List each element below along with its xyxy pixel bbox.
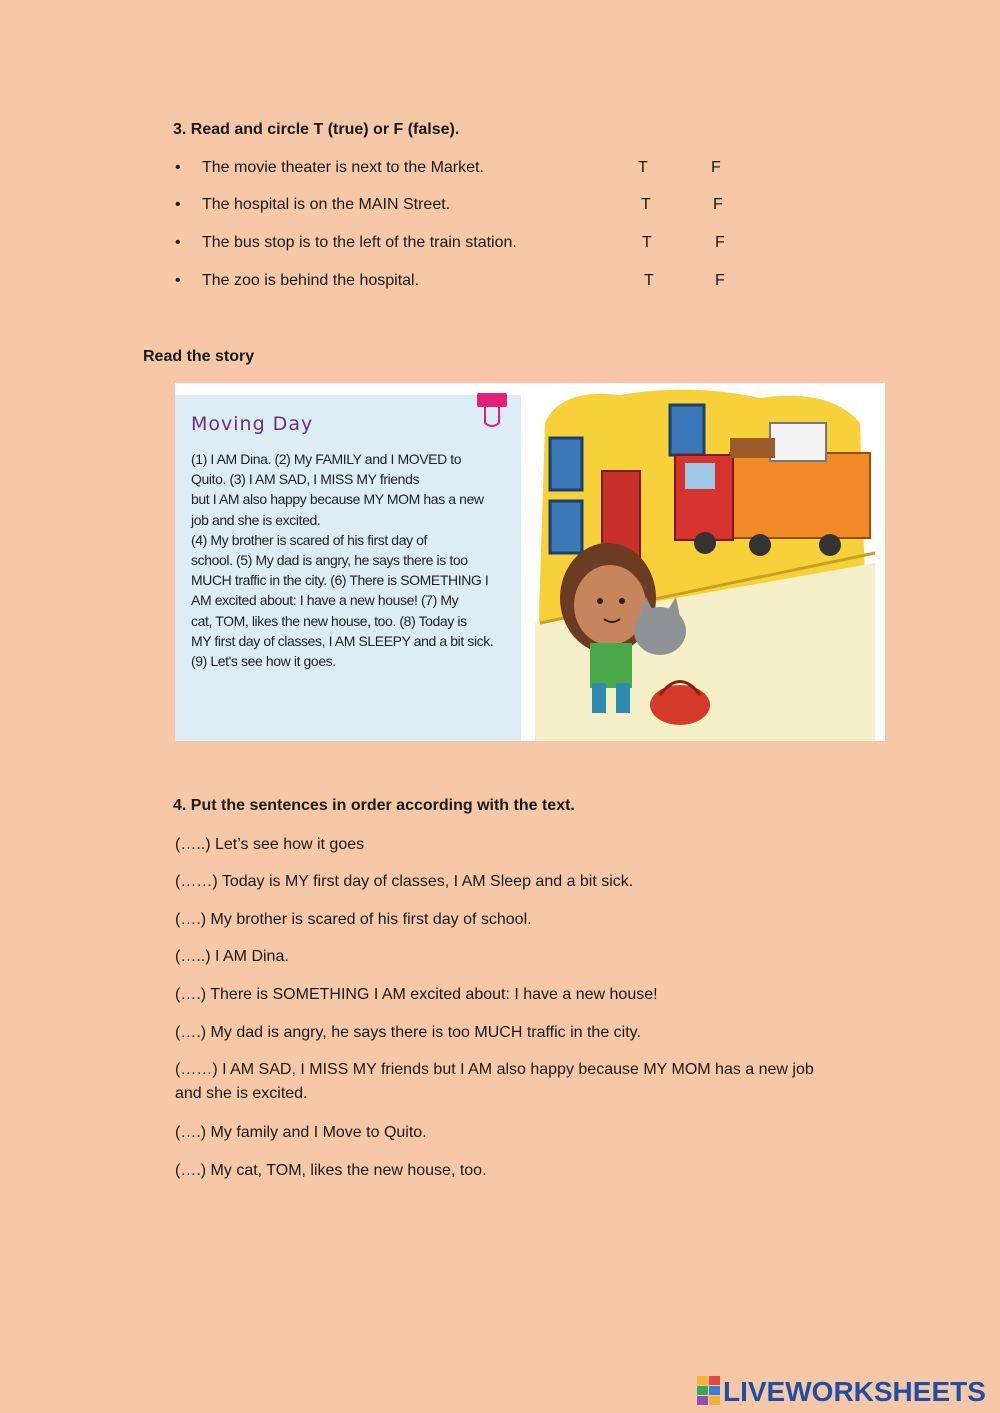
story-line: (4) My brother is scared of his first day of [191,531,428,548]
story-line: but I AM also happy because MY MOM has a new [191,491,484,508]
true-option[interactable]: T [644,272,654,289]
order-sentence[interactable]: (….) My cat, TOM, likes the new house, too. [175,1162,487,1179]
false-option[interactable]: F [715,272,725,289]
section4-heading: 4. Put the sentences in order according with the text. [173,797,575,814]
binder-clip-icon [477,393,509,434]
story-line: Quito. (3) I AM SAD, I MISS MY friends [191,471,420,488]
bullet: • [175,272,181,289]
false-option[interactable]: F [711,159,721,176]
story-line: (9) Let's see how it goes. [191,653,336,670]
section3-heading: 3. Read and circle T (true) or F (false). [173,121,460,138]
story-card [175,383,885,741]
order-sentence[interactable]: (……) Today is MY first day of classes, I AM Sleep and a bit sick. [175,873,634,890]
story-line: cat, TOM, likes the new house, too. (8) Today is [191,612,467,629]
true-option[interactable]: T [642,234,652,251]
true-option[interactable]: T [638,159,648,176]
story-body [191,449,513,671]
story-line: MY first day of classes, I AM SLEEPY and a bit sick. [191,632,494,649]
order-sentence[interactable]: (…..) Let’s see how it goes [175,836,365,853]
false-option[interactable]: F [713,196,723,213]
liveworksheets-logo-icon [697,1376,721,1411]
order-sentence[interactable]: (…..) I AM Dina. [175,948,289,965]
tf-statement: The movie theater is next to the Market. [202,159,484,176]
story-line: AM excited about: I have a new house! (7) My [191,592,459,609]
order-sentence[interactable]: (….) My dad is angry, he says there is too MUCH traffic in the city. [175,1024,641,1041]
tf-item [175,234,735,258]
tf-statement: The hospital is on the MAIN Street. [202,196,451,213]
order-sentence-continued: and she is excited. [175,1085,308,1102]
order-sentence[interactable]: (….) My brother is scared of his first day of school. [175,911,532,928]
story-line: school. (5) My dad is angry, he says there is too [191,552,468,569]
tf-statement: The bus stop is to the left of the train station. [202,234,517,251]
bullet: • [175,159,181,176]
true-option[interactable]: T [641,196,651,213]
tf-item [175,196,735,220]
order-sentence[interactable]: (….) My family and I Move to Quito. [175,1124,427,1141]
tf-item [175,159,735,183]
story-heading: Read the story [143,348,255,365]
story-line: MUCH traffic in the city. (6) There is SOMETHING I [191,572,489,589]
bullet: • [175,234,181,251]
story-line: (1) I AM Dina. (2) My FAMILY and I MOVED to [191,451,462,467]
story-line: job and she is excited. [191,511,321,528]
tf-statement: The zoo is behind the hospital. [202,272,420,289]
order-sentence[interactable]: (….) There is SOMETHING I AM excited about: I have a new house! [175,986,658,1003]
order-sentence[interactable]: (……) I AM SAD, I MISS MY friends but I AM also happy because MY MOM has a new job [175,1061,814,1078]
story-title: Moving Day [191,413,314,435]
false-option[interactable]: F [715,234,725,251]
moving-day-illustration [530,383,885,741]
liveworksheets-logo-text: LIVEWORKSHEETS [723,1376,986,1407]
tf-item [175,272,735,296]
bullet: • [175,196,181,213]
